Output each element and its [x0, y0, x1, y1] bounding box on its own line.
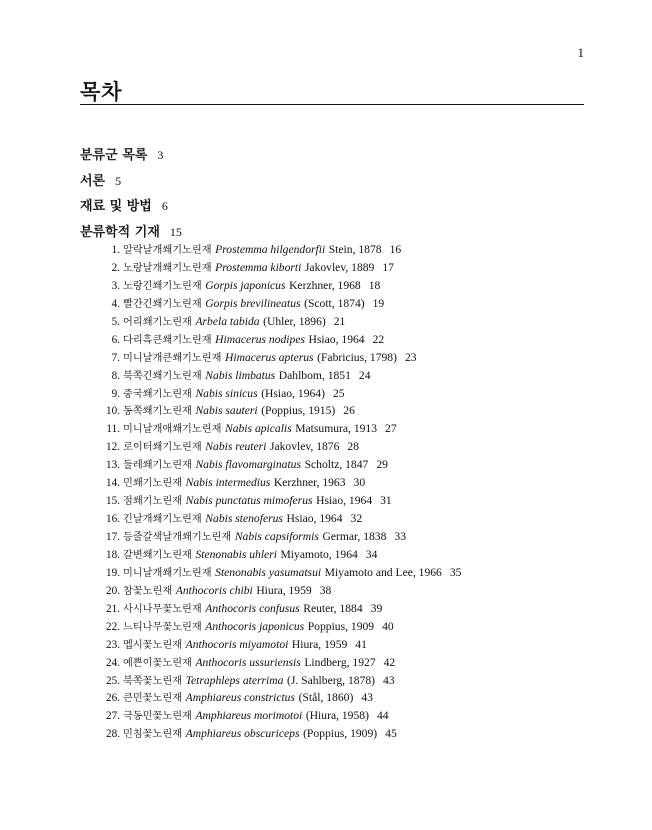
entry-page: 25: [332, 386, 345, 400]
entry-number: 28.: [106, 728, 120, 741]
entry-page: 22: [372, 332, 385, 346]
entry-scientific-name: Nabis capsiformis: [234, 530, 319, 543]
entry-scientific-name: Prostemma kiborti: [215, 260, 302, 274]
entry-author: Kerzhner, 1968: [289, 278, 361, 292]
entry-page: 40: [382, 619, 394, 633]
toc-entry[interactable]: [96, 420, 596, 438]
entry-korean-name: 사시나무꽃노린재: [123, 603, 202, 615]
entry-korean-name: 느티나무꽃노린재: [123, 621, 202, 633]
toc-entry[interactable]: [96, 367, 596, 385]
toc-entry[interactable]: [96, 654, 596, 672]
toc-entry[interactable]: [96, 349, 596, 367]
entry-korean-name: 알락날개쐐기노린재: [123, 245, 212, 256]
entry-author: (Fabricius, 1798): [317, 350, 397, 364]
entry-number: 11.: [106, 423, 120, 436]
entry-author: Matsumura, 1913: [295, 422, 378, 436]
entry-author: Hsiao, 1964: [316, 494, 373, 508]
entry-korean-name: 긴날개쐐기노린재: [123, 514, 202, 526]
section-page: 3: [157, 148, 164, 162]
entry-scientific-name: Tetraphleps aterrima: [185, 673, 284, 687]
entry-scientific-name: Anthocoris confusus: [205, 601, 300, 615]
entry-number: 7.: [111, 351, 120, 364]
entry-page: 42: [383, 655, 396, 669]
entry-number: 18.: [106, 548, 120, 561]
section-page: 6: [161, 199, 168, 213]
toc-entry[interactable]: [96, 259, 596, 277]
section-page: 15: [169, 224, 182, 239]
entry-page: 26: [343, 404, 355, 418]
section-label: 분류학적 기재: [80, 224, 160, 240]
section-label: 서론: [80, 173, 106, 189]
entry-author: Poppius, 1909: [307, 619, 375, 633]
entry-page: 31: [380, 494, 392, 508]
toc-entry[interactable]: [96, 313, 596, 331]
toc-entry[interactable]: [96, 725, 596, 743]
entry-author: (J. Sahlberg, 1878): [286, 673, 376, 687]
section-label: 분류군 목록: [80, 148, 148, 163]
entry-scientific-name: Nabis punctatus mimoferus: [185, 494, 313, 508]
entry-author: (Poppius, 1909): [303, 727, 378, 741]
entry-page: 28: [347, 440, 359, 454]
toc-entry[interactable]: [96, 295, 596, 313]
entry-page: 35: [449, 565, 462, 579]
entry-scientific-name: Nabis reuteri: [205, 440, 267, 454]
entry-korean-name: 미니날개큰쐐기노린재: [123, 352, 222, 364]
entry-number: 22.: [106, 620, 120, 633]
entry-author: (Hiura, 1958): [305, 709, 369, 723]
entry-scientific-name: Stenonabis yasumatsui: [215, 565, 322, 579]
entry-scientific-name: Amphiareus morimotoi: [195, 709, 303, 723]
entry-korean-name: 로이터쐐기노린재: [123, 442, 202, 454]
entry-page: 16: [389, 243, 402, 256]
entry-number: 14.: [106, 477, 120, 490]
entry-author: Lindberg, 1927: [304, 655, 376, 669]
entry-number: 25.: [106, 674, 120, 687]
entry-page: 30: [353, 476, 366, 490]
entry-author: Scholtz, 1847: [304, 458, 369, 472]
entry-korean-name: 극동민꽃노린재: [123, 711, 192, 723]
entry-page: 21: [333, 314, 346, 328]
entry-scientific-name: Arbela tabida: [195, 314, 260, 328]
entry-page: 44: [376, 709, 389, 723]
entry-scientific-name: Anthocoris chibi: [175, 583, 253, 597]
entry-number: 24.: [106, 656, 120, 669]
entry-number: 8.: [111, 369, 120, 382]
toc-section-introduction[interactable]: [80, 172, 584, 198]
toc-entry[interactable]: [96, 600, 596, 618]
entry-page: 33: [394, 530, 406, 543]
entry-korean-name: 갈변쐐기노린재: [123, 549, 192, 561]
entry-korean-name: 다리흑큰쐐기노린재: [123, 334, 212, 346]
entry-korean-name: 미니날개쐐기노린재: [123, 567, 212, 579]
entry-number: 5.: [111, 315, 120, 328]
entry-author: Reuter, 1884: [303, 601, 363, 615]
entry-author: (Stål, 1860): [298, 691, 354, 705]
toc-section-taxa-list[interactable]: [80, 146, 584, 172]
entry-number: 10.: [106, 405, 120, 418]
entry-number: 1.: [111, 244, 120, 256]
entry-korean-name: 빨간긴쐐기노린재: [123, 298, 202, 310]
entry-korean-name: 중국쐐기노린재: [123, 388, 192, 400]
entry-scientific-name: Anthocoris miyamotoi: [185, 637, 289, 651]
entry-author: Miyamoto, 1964: [280, 547, 358, 561]
entry-page: 18: [368, 278, 381, 292]
entry-author: (Scott, 1874): [304, 296, 365, 310]
entry-scientific-name: Himacerus nodipes: [215, 332, 305, 346]
entry-author: Hiura, 1959: [291, 637, 348, 651]
entry-page: 34: [365, 547, 378, 561]
entry-page: 39: [370, 601, 383, 615]
entry-author: Germar, 1838: [322, 530, 387, 543]
entry-number: 27.: [106, 710, 120, 723]
entry-korean-name: 큰민꽃노린재: [123, 693, 183, 705]
toc-entry[interactable]: [96, 546, 596, 564]
entry-korean-name: 예쁜이꽃노린재: [123, 657, 192, 669]
toc-entry[interactable]: [96, 672, 596, 690]
entry-page: 45: [385, 727, 397, 741]
entry-korean-name: 북쪽꽃노린재: [123, 675, 183, 687]
entry-author: Hsiao, 1964: [308, 332, 365, 346]
entry-author: Miyamoto and Lee, 1966: [324, 565, 442, 579]
entry-number: 21.: [106, 602, 120, 615]
entry-scientific-name: Nabis apicalis: [224, 422, 292, 436]
entry-author: (Hsiao, 1964): [261, 386, 325, 400]
toc-entry[interactable]: [96, 689, 596, 707]
entry-scientific-name: Gorpis japonicus: [205, 278, 286, 292]
entry-page: 23: [404, 350, 417, 364]
entry-korean-name: 둘레쐐기노린재: [123, 460, 192, 472]
entry-scientific-name: Nabis sauteri: [195, 404, 258, 418]
entry-scientific-name: Amphiareus obscuriceps: [185, 727, 300, 741]
entry-korean-name: 노랑날개쐐기노린재: [123, 262, 212, 274]
entry-page: 19: [372, 296, 385, 310]
entry-number: 13.: [106, 459, 120, 472]
entry-page: 24: [358, 368, 371, 382]
entry-korean-name: 등줄갈색날개쐐기노린재: [123, 532, 232, 543]
entry-scientific-name: Nabis intermedius: [185, 476, 271, 490]
entry-author: (Uhler, 1896): [263, 314, 326, 328]
entry-author: (Poppius, 1915): [261, 404, 336, 418]
entry-number: 12.: [106, 441, 120, 454]
entry-number: 2.: [111, 261, 120, 274]
entry-scientific-name: Nabis limbatus: [205, 368, 276, 382]
entry-korean-name: 어리쐐기노린재: [123, 316, 192, 328]
toc-sections: [80, 146, 584, 248]
toc-species-list: [96, 241, 596, 743]
entry-scientific-name: Himacerus apterus: [224, 350, 314, 364]
toc-entry[interactable]: [96, 474, 596, 492]
entry-page: 32: [350, 512, 363, 526]
entry-scientific-name: Anthocoris ussuriensis: [195, 655, 301, 669]
toc-section-materials-methods[interactable]: [80, 197, 584, 223]
entry-number: 4.: [111, 297, 120, 310]
entry-author: Hiura, 1959: [256, 583, 312, 597]
entry-korean-name: 미니날개애쐐기노린재: [123, 424, 222, 436]
toc-entry[interactable]: [96, 582, 596, 600]
toc-entry[interactable]: [96, 385, 596, 403]
entry-scientific-name: Stenonabis uhleri: [195, 547, 277, 561]
entry-korean-name: 북쪽긴쐐기노린재: [123, 370, 202, 382]
entry-number: 9.: [111, 387, 120, 400]
entry-author: Jakovlev, 1876: [269, 440, 340, 454]
entry-number: 23.: [106, 638, 120, 651]
entry-korean-name: 민쐐기노린재: [123, 478, 183, 490]
section-label: 재료 및 방법: [80, 199, 152, 214]
entry-korean-name: 노랑긴쐐기노린재: [123, 280, 202, 292]
entry-scientific-name: Nabis sinicus: [195, 386, 258, 400]
entry-page: 43: [383, 673, 395, 687]
entry-author: Stein, 1878: [328, 243, 382, 256]
toc-entry[interactable]: [96, 402, 596, 420]
title-rule: [80, 104, 584, 105]
entry-page: 27: [385, 422, 397, 436]
entry-page: 41: [355, 637, 367, 651]
entry-scientific-name: Anthocoris japonicus: [205, 619, 305, 633]
toc-entry[interactable]: [96, 456, 596, 474]
toc-entry[interactable]: [96, 707, 596, 725]
entry-scientific-name: Gorpis brevilineatus: [205, 296, 301, 310]
toc-entry[interactable]: [96, 636, 596, 654]
entry-number: 3.: [111, 279, 120, 292]
toc-entry[interactable]: [96, 492, 596, 510]
entry-author: Hsiao, 1964: [286, 512, 343, 526]
entry-korean-name: 멥시꽃노린재: [123, 639, 183, 651]
entry-korean-name: 점쐐기노린재: [123, 496, 183, 508]
entry-author: Kerzhner, 1963: [273, 476, 346, 490]
entry-scientific-name: Nabis stenoferus: [205, 512, 283, 526]
entry-author: Jakovlev, 1889: [304, 260, 375, 274]
entry-korean-name: 동쪽쐐기노린재: [123, 406, 192, 418]
page-number: 1: [577, 45, 584, 60]
entry-scientific-name: Nabis flavomarginatus: [195, 458, 301, 472]
entry-korean-name: 민침꽃노린재: [123, 729, 183, 741]
toc-entry[interactable]: [96, 618, 596, 636]
toc-entry[interactable]: [96, 277, 596, 295]
entry-scientific-name: Prostemma hilgendorfii: [215, 243, 326, 256]
entry-number: 15.: [106, 495, 120, 508]
entry-author: Dahlbom, 1851: [278, 368, 351, 382]
entry-page: 29: [376, 458, 388, 472]
toc-entry[interactable]: [96, 528, 596, 546]
toc-entry[interactable]: [96, 241, 596, 259]
entry-number: 6.: [111, 333, 120, 346]
entry-number: 26.: [106, 692, 120, 705]
entry-scientific-name: Amphiareus constrictus: [185, 691, 295, 705]
entry-number: 19.: [106, 566, 120, 579]
entry-korean-name: 참꽃노린재: [123, 585, 173, 597]
toc-entry[interactable]: [96, 438, 596, 456]
entry-page: 17: [382, 260, 394, 274]
page-title: 목차: [80, 80, 123, 104]
toc-entry[interactable]: [96, 510, 596, 528]
section-page: 5: [115, 173, 122, 188]
entry-page: 38: [319, 583, 332, 597]
entry-number: 17.: [106, 531, 120, 543]
entry-number: 20.: [106, 584, 120, 597]
entry-number: 16.: [106, 513, 120, 526]
toc-entry[interactable]: [96, 564, 596, 582]
entry-page: 43: [361, 691, 373, 705]
toc-entry[interactable]: [96, 331, 596, 349]
